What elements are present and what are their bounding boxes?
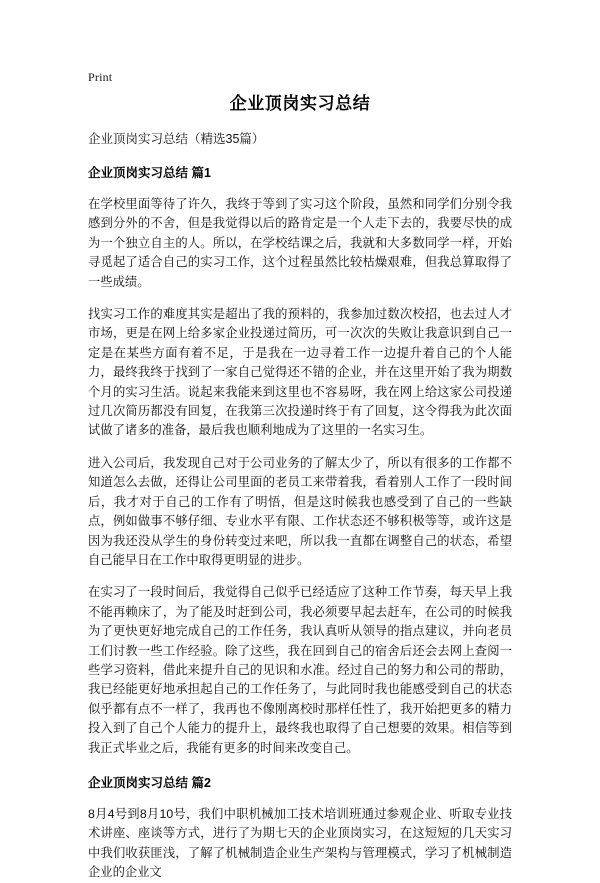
paragraph: 找实习工作的难度其实是超出了我的预料的，我参加过数次校招，也去过人才市场，更是在网上给多家企业投递过简历，可一次次的失败让我意识到自己一定是在某些方面有着不足，于是我在一边寻着工作一边提升着自己的个人能力，最终我终于找到了一家自己觉得还不错的企业，并在这里开始了我为期数个月的实习生活。说起来我能来到这里也不容易呀，我在网上给这家公司投递过几次简历都没有回复，在我第三次投递时终于有了回复，这令得我为此次面试做了诸多的准备，最后我也顺利地成为了这里的一名实习生。 (88, 307, 512, 438)
paragraph: 在实习了一段时间后，我觉得自己似乎已经适应了这种工作节奏，每天早上我不能再赖床了，为了能及时赶到公司，我必须要早起去赶车，在公司的时候我为了更快更好地完成自己的工作任务，我认真听从领导的指点建议，并向老员工们讨教一些工作经验。除了这些，我在回到自己的宿舍后还会去网上查阅一些学习资料，借此来提升自己的见识和水准。经过自己的努力和公司的帮助，我已经能更好地承担起自己的工作任务了，与此同时我也能感受到自己的状态似乎都有点不一样了，我再也不像刚离校时那样任性了，我开始把更多的精力投入到了自己个人能力的提升上，最终我也取得了自己想要的效果。相信等到我正式毕业之后，我能有更多的时间来改变自己。 (88, 585, 512, 755)
paragraph: 在学校里面等待了许久，我终于等到了实习这个阶段，虽然和同学们分别令我感到分外的不舍，但是我觉得以后的路肯定是一个人走下去的，我要尽快的成为一个独立自主的人。所以，在学校结课之后，我就和大多数同学一样，开始寻觅起了适合自己的实习工作，这个过程虽然比较枯燥艰难，但我总算取得了一些成绩。 (88, 197, 512, 289)
section-heading-2: 企业顶岗实习总结 篇2 (88, 775, 211, 790)
print-button[interactable]: Print (88, 70, 113, 84)
paragraph: 进入公司后，我发现自己对于公司业务的了解太少了，所以有很多的工作都不知道怎么去做，还得让公司里面的老员工来带着我，看着别人工作了一段时间后，我才对于自己的工作有了明悟，但是这时候我也感受到了自己的一些缺点，例如做事不够仔细、专业水平有限、工作状态还不够积极等等，或许这是因为我还没从学生的身份转变过来吧，所以我一直都在调整自己的状态，希望自己能早日在工作中取得更明显的进步。 (88, 455, 512, 567)
page-title: 企业顶岗实习总结 (229, 94, 371, 113)
section-heading-1: 企业顶岗实习总结 篇1 (88, 166, 211, 180)
document-content (88, 92, 512, 883)
document-subtitle: 企业顶岗实习总结（精选35篇） (88, 132, 265, 146)
paragraph: 8月4号到8月10号，我们中职机械加工技术培训班通过参观企业、听取专业技术讲座、座谈等方式，进行了为期七天的企业顶岗实习，在这短短的几天实习中我们收获匪浅，了解了机械制造企业生产架构与管理模式，学习了机械制造企业的企业文 (88, 806, 512, 880)
